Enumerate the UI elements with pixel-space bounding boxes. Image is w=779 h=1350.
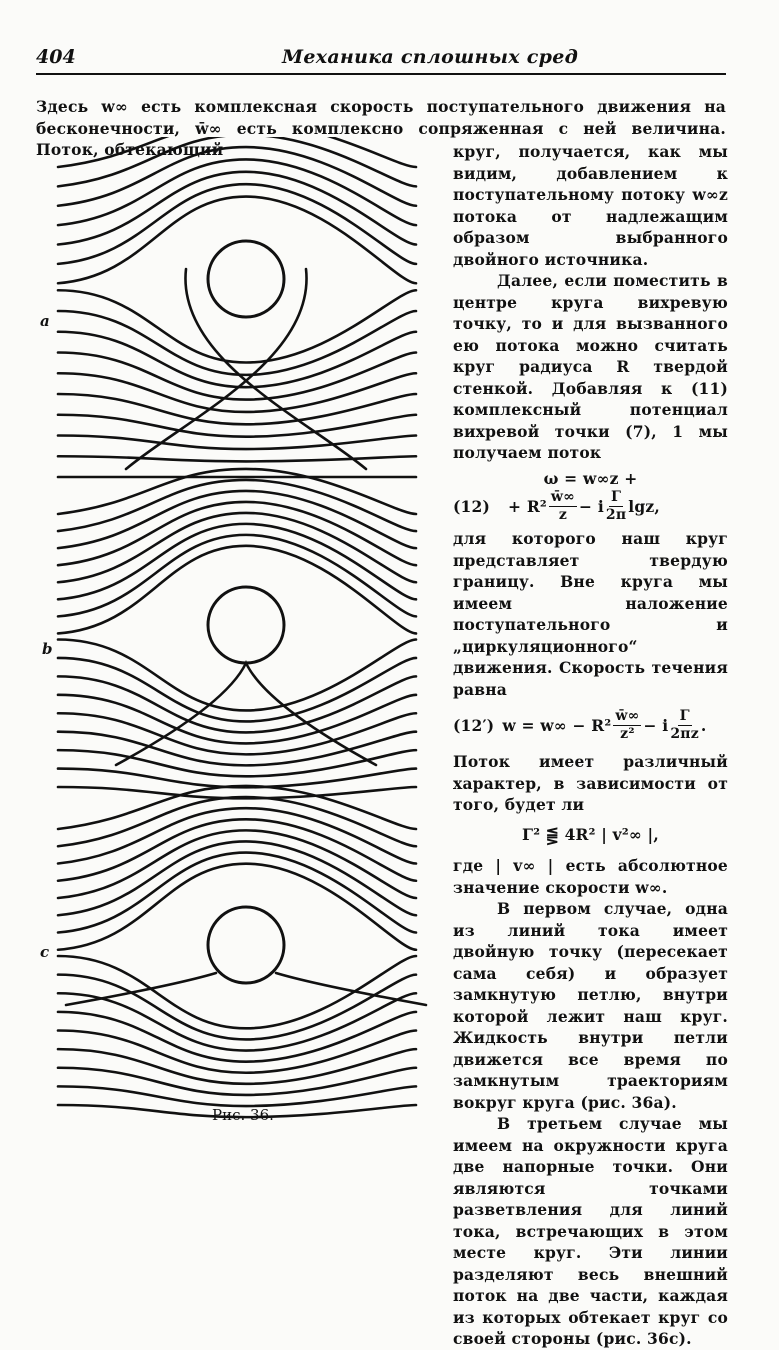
streamline bbox=[58, 137, 416, 167]
streamline bbox=[58, 137, 416, 186]
fraction-numerator: w̄∞ bbox=[550, 489, 576, 505]
figure-caption: Рис. 36. bbox=[212, 1106, 274, 1124]
equation-12-prime-lhs: w = w∞ − R² bbox=[502, 715, 612, 735]
header-rule bbox=[36, 73, 726, 75]
running-title: Механика сплошных сред bbox=[282, 46, 579, 68]
equation-12-tail: lgz, bbox=[628, 496, 661, 516]
fraction-numerator: Γ bbox=[611, 489, 622, 505]
text-column bbox=[453, 141, 728, 1350]
panel-c bbox=[58, 786, 426, 1117]
panel-label-c: c bbox=[40, 943, 50, 961]
equation-12-prime-fraction-2 bbox=[670, 708, 699, 743]
streamline bbox=[58, 819, 416, 880]
paragraph-3: для которого наш круг представляет твердую границу. Вне круга мы имеем наложение поступательного и „циркуляционного“ движения. Скорость течения равна bbox=[453, 529, 728, 699]
streamline bbox=[58, 172, 416, 245]
streamline bbox=[58, 502, 416, 565]
streamline bbox=[58, 456, 416, 461]
paragraph-7: В третьем случае мы имеем на окружности круга две напорные точки. Они являются точками разветвления для линий тока, встречающих в этом месте круг. Эти линии разделяют весь внешний поток на две части, каждая из которых обтекает круг со своей стороны (рис. 36с). bbox=[453, 1114, 728, 1348]
equation-12-prime-end: . bbox=[700, 715, 707, 735]
equation-12-fraction-1 bbox=[549, 489, 577, 524]
equation-12-prime-mid: − i bbox=[643, 715, 669, 735]
paragraph-6: В первом случае, одна из линий тока имеет двойную точку (пересекает сама себя) и образует замкнутую петлю, внутри которой лежит наш круг. Жидкость внутри петли движется все время по замкнутым траекториям вокруг круга (рис. 36а). bbox=[453, 899, 728, 1112]
paragraph-4: Поток имеет различный характер, в зависимости от того, будет ли bbox=[453, 752, 728, 814]
fraction-denominator: z bbox=[558, 507, 568, 523]
running-header bbox=[36, 46, 726, 74]
inequality: Γ² ⪋ 4R² | v²∞ |, bbox=[522, 824, 659, 844]
streamline bbox=[58, 1086, 416, 1106]
streamline bbox=[58, 1031, 416, 1073]
streamline bbox=[58, 415, 416, 437]
streamline bbox=[58, 353, 416, 400]
cylinder-circle bbox=[208, 907, 284, 983]
streamline-figure bbox=[36, 137, 436, 1122]
figure-36 bbox=[36, 137, 436, 1122]
fraction-denominator: z² bbox=[620, 726, 635, 742]
equation-12-plus: + R² bbox=[508, 496, 547, 516]
streamline bbox=[58, 713, 416, 754]
equation-12 bbox=[453, 468, 728, 525]
paragraph-1: круг, получается, как мы видим, добавлением к поступательному потоку w∞z потока от надлежащим образом выбранного двойного источника. bbox=[453, 142, 728, 269]
fraction-denominator: 2πz bbox=[670, 726, 699, 742]
streamline bbox=[58, 975, 416, 1040]
cylinder-circle bbox=[208, 241, 284, 317]
equation-12-prime-tag: (12′) bbox=[453, 715, 495, 735]
page-number: 404 bbox=[36, 46, 76, 68]
intro-paragraph: Здесь w∞ есть комплексная скорость поступательного движения на бесконечности, w̄∞ есть комплексно сопряженная с ней величина. Поток, обтекающий bbox=[36, 97, 726, 159]
equation-12-prime bbox=[453, 708, 728, 743]
streamline bbox=[58, 769, 416, 788]
fraction-numerator: w̄∞ bbox=[615, 708, 640, 724]
panel-b bbox=[58, 469, 416, 798]
panel-label-b: b bbox=[42, 640, 53, 658]
paragraph-2: Далее, если поместить в центре круга вихревую точку, то и для вызванного ею потока можно считать круг радиуса R твердой стенкой. Добавляя к (11) комплексный потенциал вихревой точки (7), 1 мы получаем поток bbox=[453, 271, 728, 462]
equation-12-tag: (12) bbox=[453, 496, 491, 516]
equation-12-prime-fraction-1 bbox=[613, 708, 641, 743]
panel-label-a: a bbox=[40, 312, 50, 330]
cylinder-circle bbox=[208, 587, 284, 663]
panel-a bbox=[58, 137, 416, 477]
equation-12-fraction-2 bbox=[606, 489, 626, 524]
equation-12-top: ω = w∞z + bbox=[543, 468, 638, 488]
equation-12-mid: − i bbox=[579, 496, 604, 516]
fraction-numerator: Γ bbox=[679, 708, 690, 724]
streamline bbox=[58, 658, 416, 721]
fraction-denominator: 2π bbox=[605, 507, 627, 523]
separatrix-streamline bbox=[116, 663, 376, 765]
paragraph-5: где | v∞ | есть абсолютное значение скорости w∞. bbox=[453, 856, 728, 897]
